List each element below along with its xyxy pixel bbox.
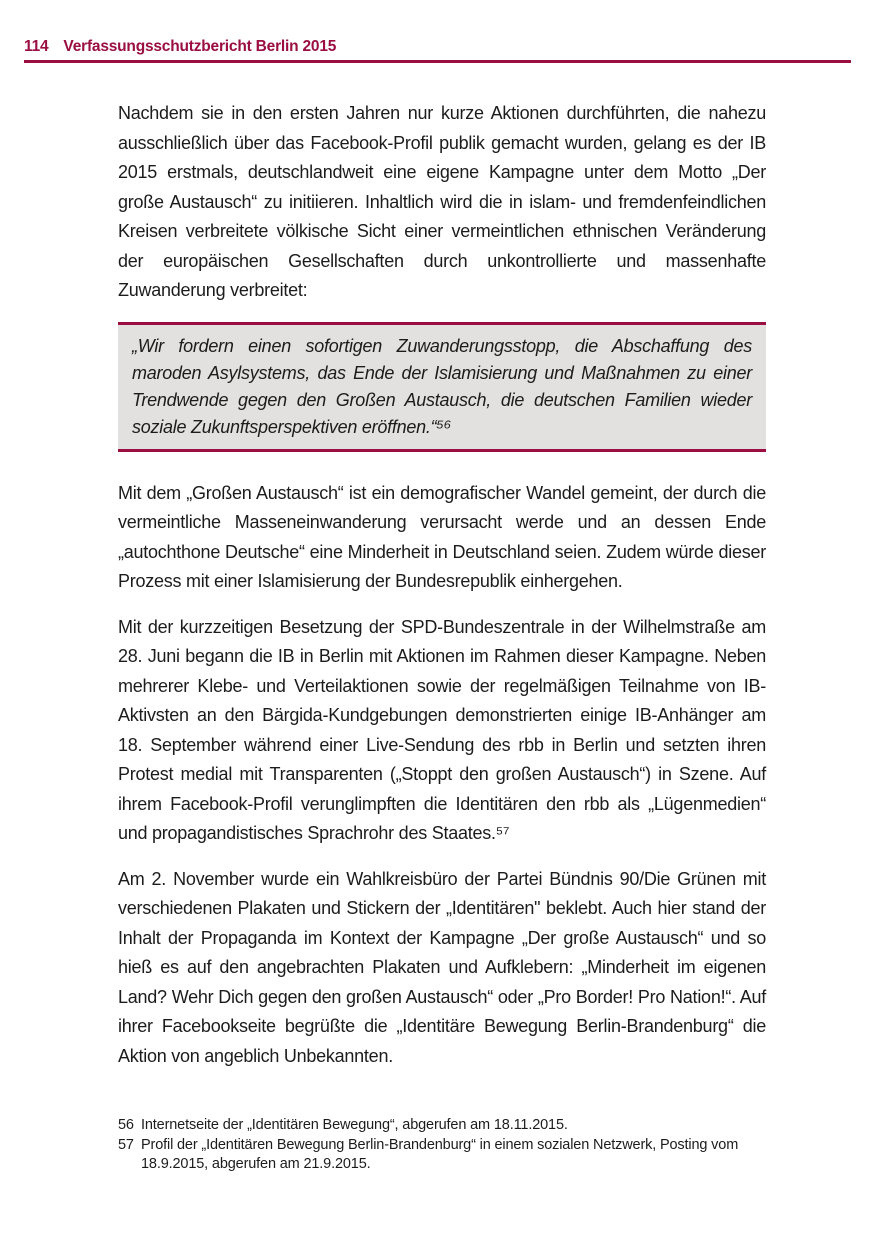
page-number: 114 <box>24 38 49 55</box>
footnote-number: 57 <box>118 1136 134 1153</box>
paragraph-wahlkreisbuero: Am 2. November wurde ein Wahlkreisbüro der Partei Bündnis 90/Die Grünen mit verschiedenen Plakaten und Stickern der „Identitären" beklebt. Auch hier stand der Inhalt der Propaganda im Kontext der Kampagne „Der große Austausch“ und so hieß es auf den angebrachten Plakaten und Aufklebern: „Minderheit im eigenen Land? Wehr Dich gegen den großen Austausch“ oder „Pro Border! Pro Nation!“. Auf ihrer Facebookseite begrüßte die „Identitäre Bewegung Berlin-Brandenburg“ die Aktion von angeblich Unbekannten. <box>118 868 766 1066</box>
footnote-number: 56 <box>118 1117 134 1133</box>
paragraph-intro: Nachdem sie in den ersten Jahren nur kurze Aktionen durchführten, die nahezu ausschließlich über das Facebook-Profil publik gemacht wurden, gelang es der IB 2015 erstmals, deutschlandweit eine eigene Kampagne unter dem Motto „Der große Austausch“ zu initiieren. Inhaltlich wird die in islam- und fremdenfeindlichen Kreisen verbreitete völkische Sicht einer vermeintlichen ethnischen Veränderung der europäischen Gesellschaften durch unkontrollierte und massenhafte Zuwanderung verbreitet: <box>118 103 766 300</box>
footnote-57 <box>118 1136 768 1175</box>
page-header <box>24 38 336 56</box>
page-content <box>118 99 766 1087</box>
paragraph-grosser-austausch: Mit dem „Großen Austausch“ ist ein demografischer Wandel gemeint, der durch die vermeintliche Masseneinwanderung verursacht werde und an dessen Ende „autochthone Deutsche“ eine Minderheit in Deutschland seien. Zudem würde dieser Prozess mit einer Islamisierung der Bundesrepublik einhergehen. <box>118 482 766 591</box>
footnote-text: Profil der „Identitären Bewegung Berlin-Brandenburg“ in einem sozialen Netzwerk, Posting vom 18.9.2015, abgerufen am 21.9.2015. <box>141 1136 739 1172</box>
quote-text: „Wir fordern einen sofortigen Zuwanderungsstopp, die Abschaffung des maroden Asylsystems, das Ende der Islamisierung und Maßnahmen zu einer Trendwende gegen den Großen Austausch, die deutschen Familien wieder soziale Zukunftsperspektiven eröffnen.“⁵⁶ <box>132 335 752 437</box>
footnotes-section <box>118 1116 768 1175</box>
footnote-text: Internetseite der „Identitären Bewegung“, abgerufen am 18.11.2015. <box>141 1117 568 1133</box>
quote-block <box>118 322 766 452</box>
header-rule <box>24 60 851 63</box>
footnote-56 <box>118 1116 768 1136</box>
document-title: Verfassungsschutzbericht Berlin 2015 <box>63 38 337 55</box>
paragraph-spd-besetzung: Mit der kurzzeitigen Besetzung der SPD-Bundeszentrale in der Wilhelmstraße am 28. Juni begann die IB in Berlin mit Aktionen im Rahmen dieser Kampagne. Neben mehrerer Klebe- und Verteilaktionen sowie der regelmäßigen Teilnahme von IB-Aktivsten an den Bärgida-Kundgebungen demonstrierten einige IB-Anhänger am 18. September während einer Live-Sendung des rbb in Berlin und setzten ihren Protest medial mit Transparenten („Stoppt den großen Austausch“) in Szene. Auf ihrem Facebook-Profil verunglimpften die Identitären den rbb als „Lügenmedien“ und propagandistisches Sprachrohr des Staates.⁵⁷ <box>118 616 766 843</box>
